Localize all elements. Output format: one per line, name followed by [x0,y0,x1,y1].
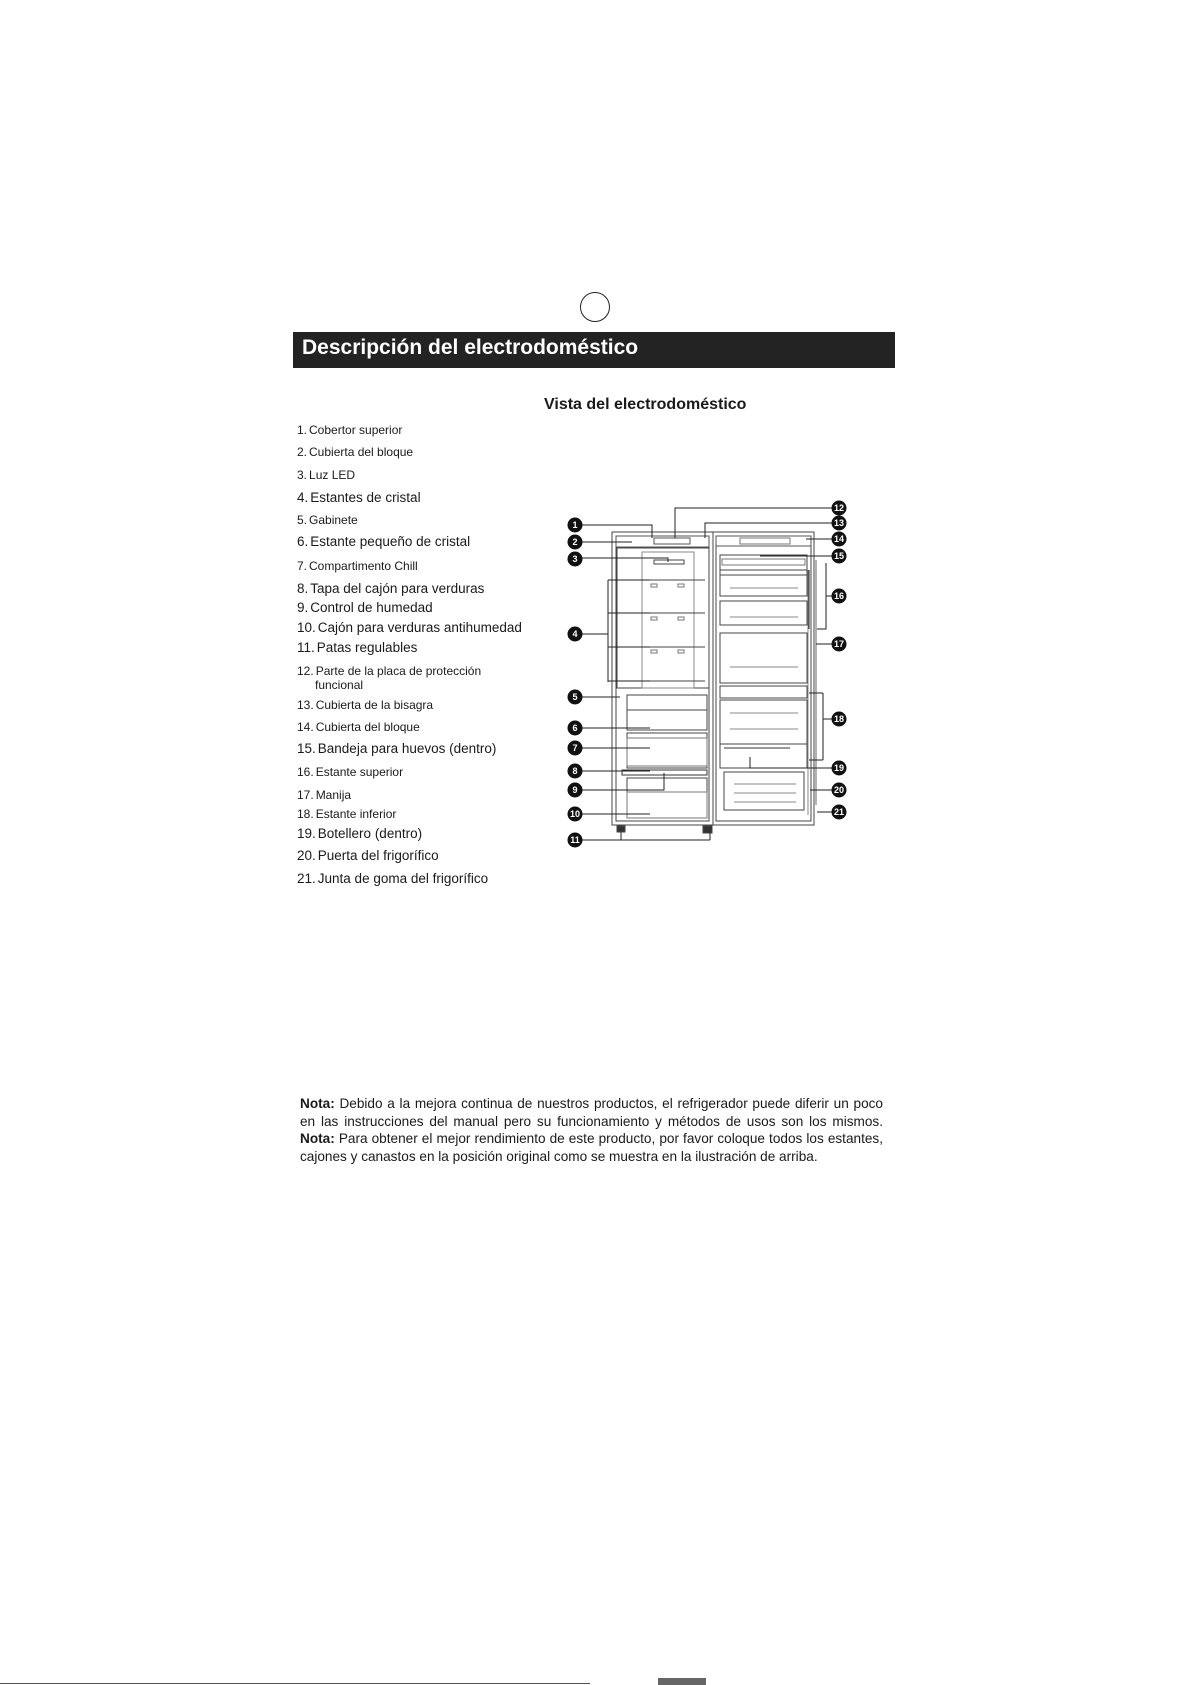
svg-text:4: 4 [572,629,578,639]
callout-5 [568,690,583,705]
list-item: 12. Parte de la placa de protección funcional [297,664,482,692]
view-title: Vista del electrodoméstico [544,396,747,413]
svg-text:12: 12 [833,503,845,513]
callout-15 [832,549,847,564]
list-item: 7. Compartimento Chill [297,559,418,573]
svg-text:7: 7 [572,743,578,753]
svg-text:2: 2 [572,537,578,547]
refrigerator-diagram [560,495,860,855]
callout-1 [568,518,583,533]
list-item: 10. Cajón para verduras antihumedad [297,620,522,635]
callout-11 [568,833,583,848]
footer-divider [0,1683,590,1684]
callout-2 [568,535,583,550]
list-item: 19. Botellero (dentro) [297,826,423,841]
callout-17 [832,637,847,652]
list-item: 3. Luz LED [297,468,356,482]
callout-4 [568,627,583,642]
list-item: 5. Gabinete [297,513,358,527]
svg-text:20: 20 [833,785,845,795]
svg-text:18: 18 [833,714,845,724]
list-item: 4. Estantes de cristal [297,490,421,505]
note-paragraph: Nota: Debido a la mejora continua de nuestros productos, el refrigerador puede diferir un poco en las instrucciones del manual pero su funcionamiento y métodos de usos son los mismos. Nota: Para obtener el mejor rendimiento de este producto, por favor coloque todos los estantes, cajones y canastos en la posición original como se muestra en la ilustración de arriba. [300,1096,883,1164]
svg-text:8: 8 [572,766,578,776]
callout-3 [568,552,583,567]
list-item: 13. Cubierta de la bisagra [297,698,434,712]
list-item: 18. Estante inferior [297,807,397,821]
list-item: 8. Tapa del cajón para verduras [297,581,485,596]
svg-text:1: 1 [572,520,578,530]
svg-text:15: 15 [833,551,845,561]
list-item: 17. Manija [297,788,352,802]
section-title: Descripción del electrodoméstico [293,332,895,368]
callout-13 [832,516,847,531]
svg-text:19: 19 [833,763,845,773]
page-marker-circle [580,292,610,322]
list-item: 11. Patas regulables [297,640,418,655]
svg-text:14: 14 [833,534,845,544]
callout-19 [832,761,847,776]
callout-9 [568,783,583,798]
list-item: 1. Cobertor superior [297,423,403,437]
svg-text:5: 5 [572,692,578,702]
callout-10 [568,807,583,822]
callout-18 [832,712,847,727]
callout-8 [568,764,583,779]
svg-text:9: 9 [572,785,578,795]
svg-text:21: 21 [833,807,845,817]
callout-6 [568,721,583,736]
callout-20 [832,783,847,798]
svg-text:16: 16 [833,591,845,601]
list-item: 15. Bandeja para huevos (dentro) [297,741,497,756]
callout-7 [568,741,583,756]
footer-mark [658,1678,706,1685]
list-item: 14. Cubierta del bloque [297,720,420,734]
list-item: 6. Estante pequeño de cristal [297,534,471,549]
list-item: 16. Estante superior [297,765,404,779]
callout-16 [832,589,847,604]
list-item: 21. Junta de goma del frigorífico [297,871,489,886]
list-item: 9. Control de humedad [297,600,433,615]
svg-text:3: 3 [572,554,578,564]
callout-21 [832,805,847,820]
svg-text:6: 6 [572,723,578,733]
callout-14 [832,532,847,547]
svg-text:17: 17 [833,639,845,649]
svg-text:11: 11 [570,835,580,845]
list-item: 2. Cubierta del bloque [297,445,414,459]
list-item: 20. Puerta del frigorífico [297,848,439,863]
svg-text:10: 10 [569,809,581,819]
svg-text:13: 13 [833,518,845,528]
callout-12 [832,501,847,516]
